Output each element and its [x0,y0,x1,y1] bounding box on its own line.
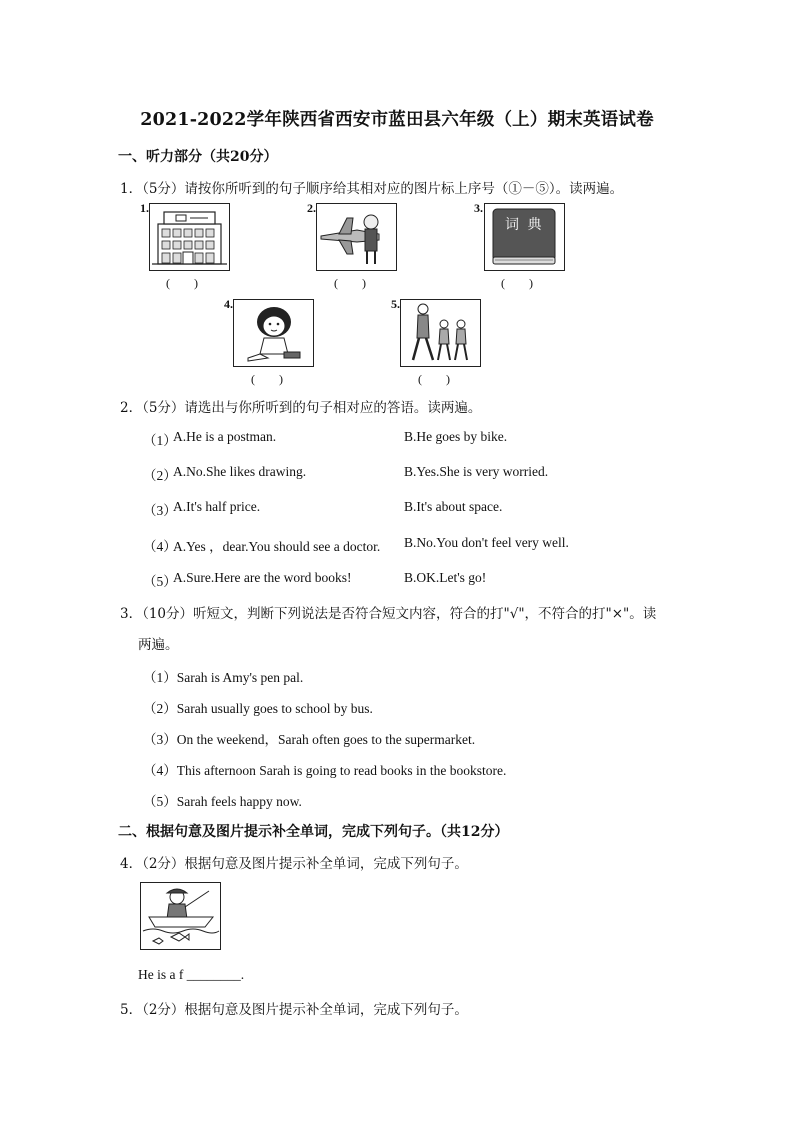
option-a[interactable]: A.No.She likes drawing. [173,464,307,479]
question-5-text: 5．（2分）根据句意及图片提示补全单词，完成下列句子。 [120,1002,468,1018]
picture-4 [233,299,314,367]
question-4-text: 4．（2分）根据句意及图片提示补全单词，完成下列句子。 [120,856,468,872]
sitting-girl-icon [234,300,313,366]
option-a[interactable]: A.Sure.Here are the word books! [173,570,352,585]
question-3-text-cont: 两遍。 [138,637,179,653]
item-number: （4） [143,539,177,554]
dictionary-label: 词 典 [505,217,544,233]
item-number: （5） [143,574,177,589]
picture-number: 1. [140,201,149,215]
picture-number: 5. [391,297,400,311]
option-b[interactable]: B.It's about space. [404,499,503,514]
pilot-plane-icon [317,204,396,270]
section-heading-words: 二、根据句意及图片提示补全单词，完成下列句子。（共12分） [118,824,509,840]
answer-blank[interactable]: ( ) [251,372,283,386]
walking-family-icon [401,300,480,366]
option-b[interactable]: B.Yes.She is very worried. [404,464,549,479]
answer-blank[interactable]: ( ) [501,276,533,290]
item-number: （3） [143,503,177,518]
section-heading-listening: 一、听力部分（共20分） [118,149,278,165]
question-2-text: 2．（5分）请选出与你所听到的句子相对应的答语。读两遍。 [120,400,482,416]
building-icon [150,204,229,270]
option-a[interactable]: A.Yes ，dear.You should see a doctor. [173,539,381,554]
answer-blank[interactable]: ( ) [418,372,450,386]
question-3-text: 3．（10分）听短文，判断下列说法是否符合短文内容，符合的打"√"，不符合的打"×"。读 [120,606,657,622]
answer-blank[interactable]: ( ) [166,276,198,290]
option-b[interactable]: B.No.You don't feel very well. [404,535,569,550]
question-4-picture [140,882,221,950]
item-number: （2） [143,468,177,483]
option-b[interactable]: B.OK.Let's go! [404,570,487,585]
option-b[interactable]: B.He goes by bike. [404,429,508,444]
statement-item: （4）This afternoon Sarah is going to read books in the bookstore. [143,763,507,778]
statement-item: （3）On the weekend，Sarah often goes to the supermarket. [143,732,476,747]
statement-item: （5）Sarah feels happy now. [143,794,302,809]
option-a[interactable]: A.It's half price. [173,499,261,514]
option-a[interactable]: A.He is a postman. [173,429,277,444]
statement-item: （1）Sarah is Amy's pen pal. [143,670,304,685]
page-title: 2021-2022学年陕西省西安市蓝田县六年级（上）期末英语试卷 [140,110,654,130]
picture-number: 3. [474,201,483,215]
answer-blank[interactable]: ( ) [334,276,366,290]
question-1-text: 1．（5分）请按你所听到的句子顺序给其相对应的图片标上序号（①－⑤）。读两遍。 [120,181,624,197]
picture-2 [316,203,397,271]
statement-item: （2）Sarah usually goes to school by bus. [143,701,373,716]
picture-1 [149,203,230,271]
fill-in-sentence[interactable]: He is a f ________. [138,967,245,982]
picture-number: 2. [307,201,316,215]
fisherman-icon [141,883,220,949]
picture-number: 4. [224,297,233,311]
item-number: （1） [143,433,177,448]
picture-5 [400,299,481,367]
